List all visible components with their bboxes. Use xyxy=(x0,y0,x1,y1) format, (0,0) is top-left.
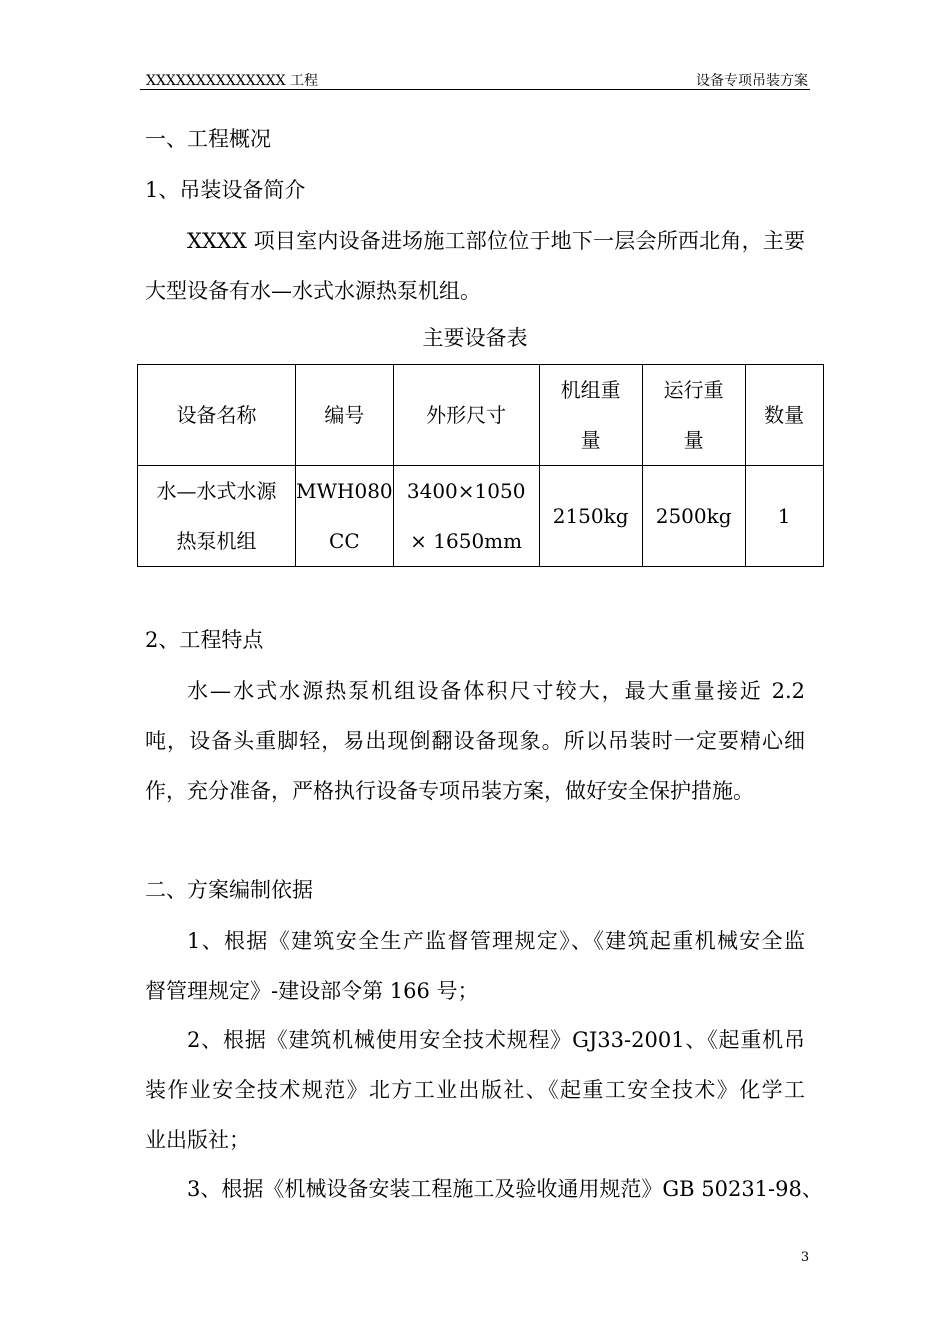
header-cell-dims: 外形尺寸 xyxy=(393,365,539,466)
cell-operating-weight: 2500kg xyxy=(642,466,745,567)
cell-code: MWH080 CC xyxy=(296,466,394,567)
header-document-title: 设备专项吊装方案 xyxy=(696,73,808,89)
paragraph-line: 作，充分准备，严格执行设备专项吊装方案，做好安全保护措施。 xyxy=(145,779,754,803)
equipment-table xyxy=(137,364,824,567)
subsection-heading-features: 2、工程特点 xyxy=(145,628,264,652)
table-header-row xyxy=(138,365,824,466)
cell-name: 水—水式水源 热泵机组 xyxy=(138,466,296,567)
list-item: 1、根据《建筑安全生产监督管理规定》、《建筑起重机械安全监 xyxy=(187,929,805,953)
cell-quantity: 1 xyxy=(745,466,823,567)
table-row xyxy=(138,466,824,567)
paragraph-line: XXXX 项目室内设备进场施工部位位于地下一层会所西北角，主要 xyxy=(187,229,805,253)
header-cell-unit-weight: 机组重 量 xyxy=(539,365,642,466)
list-item: 2、根据《建筑机械使用安全技术规程》GJ33-2001、《起重机吊 xyxy=(187,1028,805,1052)
header-cell-name: 设备名称 xyxy=(138,365,296,466)
header-divider xyxy=(140,89,810,90)
subsection-heading-equipment-intro: 1、吊装设备简介 xyxy=(145,178,306,202)
cell-unit-weight: 2150kg xyxy=(539,466,642,567)
header-cell-code: 编号 xyxy=(296,365,394,466)
list-item-continuation: 装作业安全技术规范》北方工业出版社、《起重工安全技术》化学工 xyxy=(145,1078,805,1102)
section-heading-basis: 二、方案编制依据 xyxy=(145,878,313,902)
list-item-continuation: 业出版社； xyxy=(145,1128,250,1152)
section-heading-overview: 一、工程概况 xyxy=(145,127,271,151)
list-item: 3、根据《机械设备安装工程施工及验收通用规范》GB 50231-98、 xyxy=(187,1177,823,1201)
list-item-continuation: 督管理规定》-建设部令第 166 号； xyxy=(145,979,479,1003)
paragraph-line: 吨，设备头重脚轻，易出现倒翻设备现象。所以吊装时一定要精心细 xyxy=(145,729,805,753)
paragraph-line: 水—水式水源热泵机组设备体积尺寸较大，最大重量接近 2.2 xyxy=(187,679,805,703)
header-project-name: XXXXXXXXXXXXXX 工程 xyxy=(146,73,318,89)
cell-dims: 3400×1050 × 1650mm xyxy=(393,466,539,567)
paragraph-line: 大型设备有水—水式水源热泵机组。 xyxy=(145,279,481,303)
header-cell-operating-weight: 运行重 量 xyxy=(642,365,745,466)
header-cell-quantity: 数量 xyxy=(745,365,823,466)
table-title: 主要设备表 xyxy=(422,326,528,350)
page-number: 3 xyxy=(800,1250,810,1265)
